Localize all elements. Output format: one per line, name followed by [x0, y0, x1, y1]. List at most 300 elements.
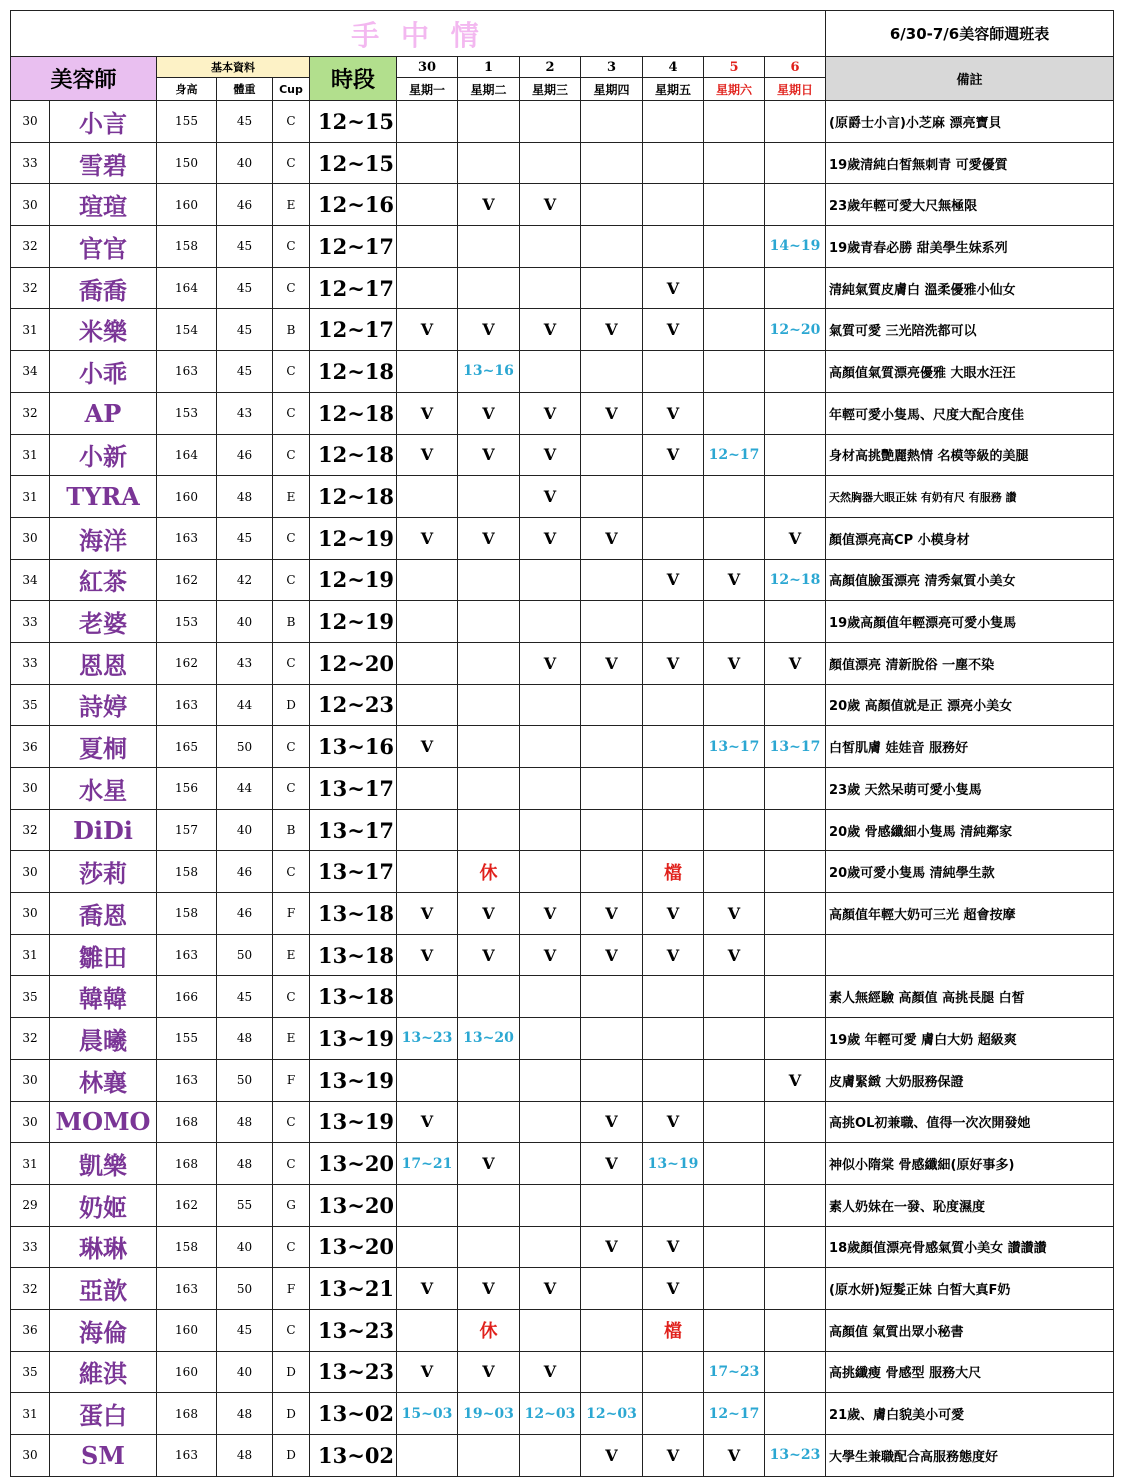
weight-cell: 45: [217, 517, 273, 559]
day-cell: [397, 851, 458, 893]
table-row: [11, 934, 1114, 976]
note-cell: 神似小隋棠 骨感纖細(原好事多): [826, 1143, 1114, 1185]
table-row: [11, 267, 1114, 309]
note-cell: 年輕可愛小隻馬、尺度大配合度佳: [826, 392, 1114, 434]
day-cell: [765, 1143, 826, 1185]
table-row: [11, 809, 1114, 851]
day-cell: [643, 1351, 704, 1393]
day-cell: [458, 1226, 520, 1268]
day-cell: [643, 142, 704, 184]
table-row: [11, 642, 1114, 684]
weight-cell: 45: [217, 101, 273, 143]
table-row: [11, 1309, 1114, 1351]
weight-cell: 45: [217, 976, 273, 1018]
day-cell: V: [458, 1143, 520, 1185]
time-slot-cell: 13~02: [310, 1435, 397, 1477]
day-cell: V: [581, 934, 643, 976]
day-cell: [397, 601, 458, 643]
day-cell: [397, 226, 458, 268]
cup-cell: C: [273, 851, 310, 893]
day-cell: [765, 1393, 826, 1435]
day-cell: [704, 184, 765, 226]
cup-cell: C: [273, 559, 310, 601]
note-cell: 23歲年輕可愛大尺無極限: [826, 184, 1114, 226]
time-slot-cell: 13~21: [310, 1268, 397, 1310]
age-cell: 33: [11, 142, 50, 184]
day-cell: [397, 809, 458, 851]
time-slot-cell: 13~16: [310, 726, 397, 768]
day-cell: [643, 1184, 704, 1226]
day-cell: V: [397, 1101, 458, 1143]
time-slot-cell: 12~23: [310, 684, 397, 726]
brand-title: 手 中 情: [11, 11, 826, 57]
day-cell: [581, 601, 643, 643]
day-cell: [704, 1018, 765, 1060]
day-cell: V: [458, 392, 520, 434]
day-cell: 檔: [643, 1309, 704, 1351]
table-row: [11, 851, 1114, 893]
day-cell: V: [520, 1351, 581, 1393]
day-cell: 12~03: [581, 1393, 643, 1435]
day-cell: V: [458, 517, 520, 559]
day-cell: 12~17: [704, 434, 765, 476]
day-cell: [643, 1018, 704, 1060]
note-cell: 20歲 骨感纖細小隻馬 清純鄰家: [826, 809, 1114, 851]
day-cell: V: [643, 642, 704, 684]
day-cell: [704, 226, 765, 268]
day-cell: [581, 1351, 643, 1393]
day-cell: [520, 601, 581, 643]
day-cell: [397, 1059, 458, 1101]
note-cell: 19歲 年輕可愛 膚白大奶 超級爽: [826, 1018, 1114, 1060]
note-cell: 氣質可愛 三光陪洗都可以: [826, 309, 1114, 351]
age-cell: 30: [11, 851, 50, 893]
beautician-name: 琳琳: [50, 1226, 157, 1268]
day-cell: 13~20: [458, 1018, 520, 1060]
age-cell: 32: [11, 392, 50, 434]
day-cell: V: [458, 934, 520, 976]
weight-cell: 46: [217, 184, 273, 226]
table-row: [11, 1393, 1114, 1435]
cup-cell: E: [273, 476, 310, 518]
height-cell: 158: [157, 1226, 217, 1268]
time-slot-cell: 12~19: [310, 559, 397, 601]
day-cell: [643, 768, 704, 810]
note-cell: [826, 934, 1114, 976]
cup-cell: E: [273, 1018, 310, 1060]
beautician-name: 老婆: [50, 601, 157, 643]
note-cell: 皮膚緊緻 大奶服務保證: [826, 1059, 1114, 1101]
day-cell: [520, 226, 581, 268]
header-date: 4: [643, 57, 704, 78]
height-cell: 163: [157, 934, 217, 976]
note-cell: 高挑纖瘦 骨感型 服務大尺: [826, 1351, 1114, 1393]
cup-cell: D: [273, 1435, 310, 1477]
day-cell: V: [458, 434, 520, 476]
beautician-name: 詩婷: [50, 684, 157, 726]
age-cell: 32: [11, 809, 50, 851]
table-row: [11, 101, 1114, 143]
weight-cell: 40: [217, 142, 273, 184]
day-cell: [765, 267, 826, 309]
day-cell: [643, 351, 704, 393]
day-cell: [458, 642, 520, 684]
day-cell: [458, 1435, 520, 1477]
day-cell: V: [765, 642, 826, 684]
age-cell: 35: [11, 684, 50, 726]
beautician-name: TYRA: [50, 476, 157, 518]
note-cell: 顏值漂亮 清新脫俗 一塵不染: [826, 642, 1114, 684]
height-cell: 154: [157, 309, 217, 351]
day-cell: [765, 392, 826, 434]
beautician-name: 海洋: [50, 517, 157, 559]
day-cell: V: [643, 1226, 704, 1268]
day-cell: [765, 184, 826, 226]
header-name: 美容師: [11, 57, 157, 101]
beautician-name: 林襄: [50, 1059, 157, 1101]
day-cell: [397, 768, 458, 810]
time-slot-cell: 12~16: [310, 184, 397, 226]
day-cell: [704, 476, 765, 518]
day-cell: V: [704, 893, 765, 935]
day-cell: [704, 351, 765, 393]
weight-cell: 46: [217, 893, 273, 935]
day-cell: V: [643, 1268, 704, 1310]
cup-cell: F: [273, 893, 310, 935]
age-cell: 32: [11, 1018, 50, 1060]
day-cell: [704, 1101, 765, 1143]
beautician-name: AP: [50, 392, 157, 434]
day-cell: [765, 142, 826, 184]
day-cell: [765, 351, 826, 393]
beautician-name: 夏桐: [50, 726, 157, 768]
table-row: [11, 1143, 1114, 1185]
height-cell: 153: [157, 392, 217, 434]
cup-cell: C: [273, 142, 310, 184]
beautician-name: SM: [50, 1435, 157, 1477]
day-cell: [704, 392, 765, 434]
day-cell: V: [643, 1435, 704, 1477]
day-cell: [581, 851, 643, 893]
table-row: [11, 893, 1114, 935]
weight-cell: 55: [217, 1184, 273, 1226]
day-cell: [581, 809, 643, 851]
day-cell: [581, 226, 643, 268]
day-cell: V: [581, 1143, 643, 1185]
table-row: [11, 976, 1114, 1018]
age-cell: 35: [11, 976, 50, 1018]
day-cell: [765, 893, 826, 935]
day-cell: [581, 1184, 643, 1226]
weight-cell: 40: [217, 601, 273, 643]
height-cell: 163: [157, 1268, 217, 1310]
note-cell: 素人無經驗 高顏值 高挑長腿 白皙: [826, 976, 1114, 1018]
day-cell: [520, 142, 581, 184]
day-cell: V: [643, 434, 704, 476]
beautician-name: 小新: [50, 434, 157, 476]
day-cell: [397, 351, 458, 393]
day-cell: [458, 101, 520, 143]
time-slot-cell: 12~15: [310, 101, 397, 143]
day-cell: [520, 1018, 581, 1060]
day-cell: [704, 976, 765, 1018]
day-cell: V: [704, 559, 765, 601]
time-slot-cell: 13~18: [310, 893, 397, 935]
weight-cell: 48: [217, 1393, 273, 1435]
day-cell: V: [704, 1435, 765, 1477]
cup-cell: G: [273, 1184, 310, 1226]
age-cell: 30: [11, 768, 50, 810]
day-cell: [581, 184, 643, 226]
height-cell: 168: [157, 1393, 217, 1435]
day-cell: [704, 142, 765, 184]
day-cell: [520, 1226, 581, 1268]
day-cell: V: [397, 434, 458, 476]
weight-cell: 44: [217, 684, 273, 726]
cup-cell: C: [273, 976, 310, 1018]
beautician-name: 韓韓: [50, 976, 157, 1018]
day-cell: 檔: [643, 851, 704, 893]
note-cell: 19歲高顏值年輕漂亮可愛小隻馬: [826, 601, 1114, 643]
day-cell: [765, 851, 826, 893]
weight-cell: 45: [217, 309, 273, 351]
day-cell: [643, 684, 704, 726]
header-weekday: 星期一: [397, 78, 458, 101]
height-cell: 155: [157, 1018, 217, 1060]
day-cell: V: [458, 309, 520, 351]
weight-cell: 43: [217, 392, 273, 434]
note-cell: 身材高挑艷麗熱情 名模等級的美腿: [826, 434, 1114, 476]
age-cell: 31: [11, 434, 50, 476]
day-cell: V: [581, 642, 643, 684]
header-height: 身高: [157, 78, 217, 101]
beautician-name: 晨曦: [50, 1018, 157, 1060]
day-cell: [458, 1101, 520, 1143]
day-cell: [765, 976, 826, 1018]
beautician-name: 雛田: [50, 934, 157, 976]
day-cell: [643, 976, 704, 1018]
age-cell: 33: [11, 642, 50, 684]
day-cell: V: [520, 392, 581, 434]
cup-cell: D: [273, 1351, 310, 1393]
day-cell: [643, 476, 704, 518]
day-cell: [765, 1184, 826, 1226]
day-cell: [520, 1143, 581, 1185]
time-slot-cell: 12~17: [310, 226, 397, 268]
day-cell: [581, 476, 643, 518]
weight-cell: 40: [217, 809, 273, 851]
day-cell: [397, 1184, 458, 1226]
day-cell: [765, 101, 826, 143]
cup-cell: C: [273, 726, 310, 768]
note-cell: 顏值漂亮高CP 小模身材: [826, 517, 1114, 559]
height-cell: 160: [157, 184, 217, 226]
time-slot-cell: 12~18: [310, 351, 397, 393]
table-row: [11, 476, 1114, 518]
weight-cell: 43: [217, 642, 273, 684]
day-cell: V: [397, 893, 458, 935]
beautician-name: 恩恩: [50, 642, 157, 684]
height-cell: 157: [157, 809, 217, 851]
age-cell: 31: [11, 1143, 50, 1185]
day-cell: [458, 476, 520, 518]
day-cell: 12~17: [704, 1393, 765, 1435]
day-cell: [397, 976, 458, 1018]
weight-cell: 50: [217, 1059, 273, 1101]
day-cell: [397, 642, 458, 684]
day-cell: [520, 267, 581, 309]
age-cell: 32: [11, 1268, 50, 1310]
beautician-name: 水星: [50, 768, 157, 810]
day-cell: [765, 1226, 826, 1268]
day-cell: V: [704, 642, 765, 684]
cup-cell: D: [273, 684, 310, 726]
height-cell: 163: [157, 517, 217, 559]
table-row: [11, 1018, 1114, 1060]
day-cell: 12~03: [520, 1393, 581, 1435]
day-cell: [397, 184, 458, 226]
week-title: 6/30-7/6美容師週班表: [826, 11, 1114, 57]
cup-cell: C: [273, 1226, 310, 1268]
time-slot-cell: 13~19: [310, 1059, 397, 1101]
day-cell: V: [765, 517, 826, 559]
day-cell: [581, 1018, 643, 1060]
table-row: [11, 601, 1114, 643]
day-cell: [704, 1268, 765, 1310]
day-cell: [520, 684, 581, 726]
time-slot-cell: 12~19: [310, 601, 397, 643]
height-cell: 162: [157, 1184, 217, 1226]
header-notes: 備註: [826, 57, 1114, 101]
day-cell: [643, 601, 704, 643]
height-cell: 166: [157, 976, 217, 1018]
weight-cell: 40: [217, 1351, 273, 1393]
note-cell: 大學生兼職配合高服務態度好: [826, 1435, 1114, 1477]
time-slot-cell: 13~19: [310, 1018, 397, 1060]
header-weekday: 星期四: [581, 78, 643, 101]
note-cell: 21歲、膚白貌美小可愛: [826, 1393, 1114, 1435]
beautician-name: DiDi: [50, 809, 157, 851]
day-cell: [581, 142, 643, 184]
day-cell: [458, 559, 520, 601]
day-cell: [581, 1268, 643, 1310]
header-basic-info: 基本資料: [157, 57, 310, 78]
day-cell: V: [581, 893, 643, 935]
age-cell: 35: [11, 1351, 50, 1393]
day-cell: [458, 726, 520, 768]
time-slot-cell: 13~17: [310, 809, 397, 851]
day-cell: [704, 809, 765, 851]
header-date: 5: [704, 57, 765, 78]
header-weekday: 星期日: [765, 78, 826, 101]
beautician-name: 喬恩: [50, 893, 157, 935]
day-cell: V: [397, 392, 458, 434]
cup-cell: B: [273, 309, 310, 351]
day-cell: [520, 1184, 581, 1226]
age-cell: 30: [11, 101, 50, 143]
time-slot-cell: 12~15: [310, 142, 397, 184]
day-cell: [397, 1226, 458, 1268]
height-cell: 163: [157, 684, 217, 726]
day-cell: [643, 726, 704, 768]
header-time: 時段: [310, 57, 397, 101]
table-row: [11, 434, 1114, 476]
day-cell: 17~21: [397, 1143, 458, 1185]
age-cell: 33: [11, 601, 50, 643]
day-cell: V: [520, 517, 581, 559]
day-cell: V: [397, 934, 458, 976]
height-cell: 168: [157, 1101, 217, 1143]
day-cell: V: [458, 184, 520, 226]
height-cell: 156: [157, 768, 217, 810]
weight-cell: 50: [217, 934, 273, 976]
height-cell: 164: [157, 434, 217, 476]
note-cell: 天然胸器大眼正妹 有奶有尺 有服務 讚: [826, 476, 1114, 518]
day-cell: V: [397, 726, 458, 768]
day-cell: [765, 434, 826, 476]
age-cell: 30: [11, 1435, 50, 1477]
day-cell: [765, 601, 826, 643]
day-cell: [765, 1309, 826, 1351]
day-cell: V: [520, 1268, 581, 1310]
day-cell: [397, 559, 458, 601]
weight-cell: 46: [217, 851, 273, 893]
age-cell: 34: [11, 559, 50, 601]
cup-cell: B: [273, 601, 310, 643]
day-cell: [765, 476, 826, 518]
day-cell: [397, 684, 458, 726]
header-date: 6: [765, 57, 826, 78]
day-cell: [458, 768, 520, 810]
day-cell: [704, 684, 765, 726]
day-cell: V: [520, 184, 581, 226]
day-cell: V: [520, 934, 581, 976]
day-cell: V: [520, 476, 581, 518]
height-cell: 164: [157, 267, 217, 309]
note-cell: 高顏值年輕大奶可三光 超會按摩: [826, 893, 1114, 935]
table-row: [11, 1226, 1114, 1268]
time-slot-cell: 13~20: [310, 1184, 397, 1226]
table-row: [11, 226, 1114, 268]
day-cell: V: [765, 1059, 826, 1101]
weight-cell: 48: [217, 1143, 273, 1185]
day-cell: 17~23: [704, 1351, 765, 1393]
time-slot-cell: 13~02: [310, 1393, 397, 1435]
day-cell: 13~16: [458, 351, 520, 393]
day-cell: V: [643, 1101, 704, 1143]
cup-cell: F: [273, 1059, 310, 1101]
day-cell: V: [643, 392, 704, 434]
day-cell: V: [520, 893, 581, 935]
height-cell: 158: [157, 226, 217, 268]
day-cell: [520, 559, 581, 601]
header-weekday: 星期六: [704, 78, 765, 101]
height-cell: 158: [157, 893, 217, 935]
day-cell: V: [643, 893, 704, 935]
age-cell: 36: [11, 726, 50, 768]
day-cell: 13~17: [765, 726, 826, 768]
beautician-name: 小乖: [50, 351, 157, 393]
height-cell: 158: [157, 851, 217, 893]
cup-cell: C: [273, 642, 310, 684]
cup-cell: C: [273, 351, 310, 393]
day-cell: [704, 309, 765, 351]
cup-cell: C: [273, 101, 310, 143]
weight-cell: 45: [217, 226, 273, 268]
day-cell: V: [397, 1351, 458, 1393]
day-cell: 13~17: [704, 726, 765, 768]
note-cell: 高顏值臉蛋漂亮 清秀氣質小美女: [826, 559, 1114, 601]
